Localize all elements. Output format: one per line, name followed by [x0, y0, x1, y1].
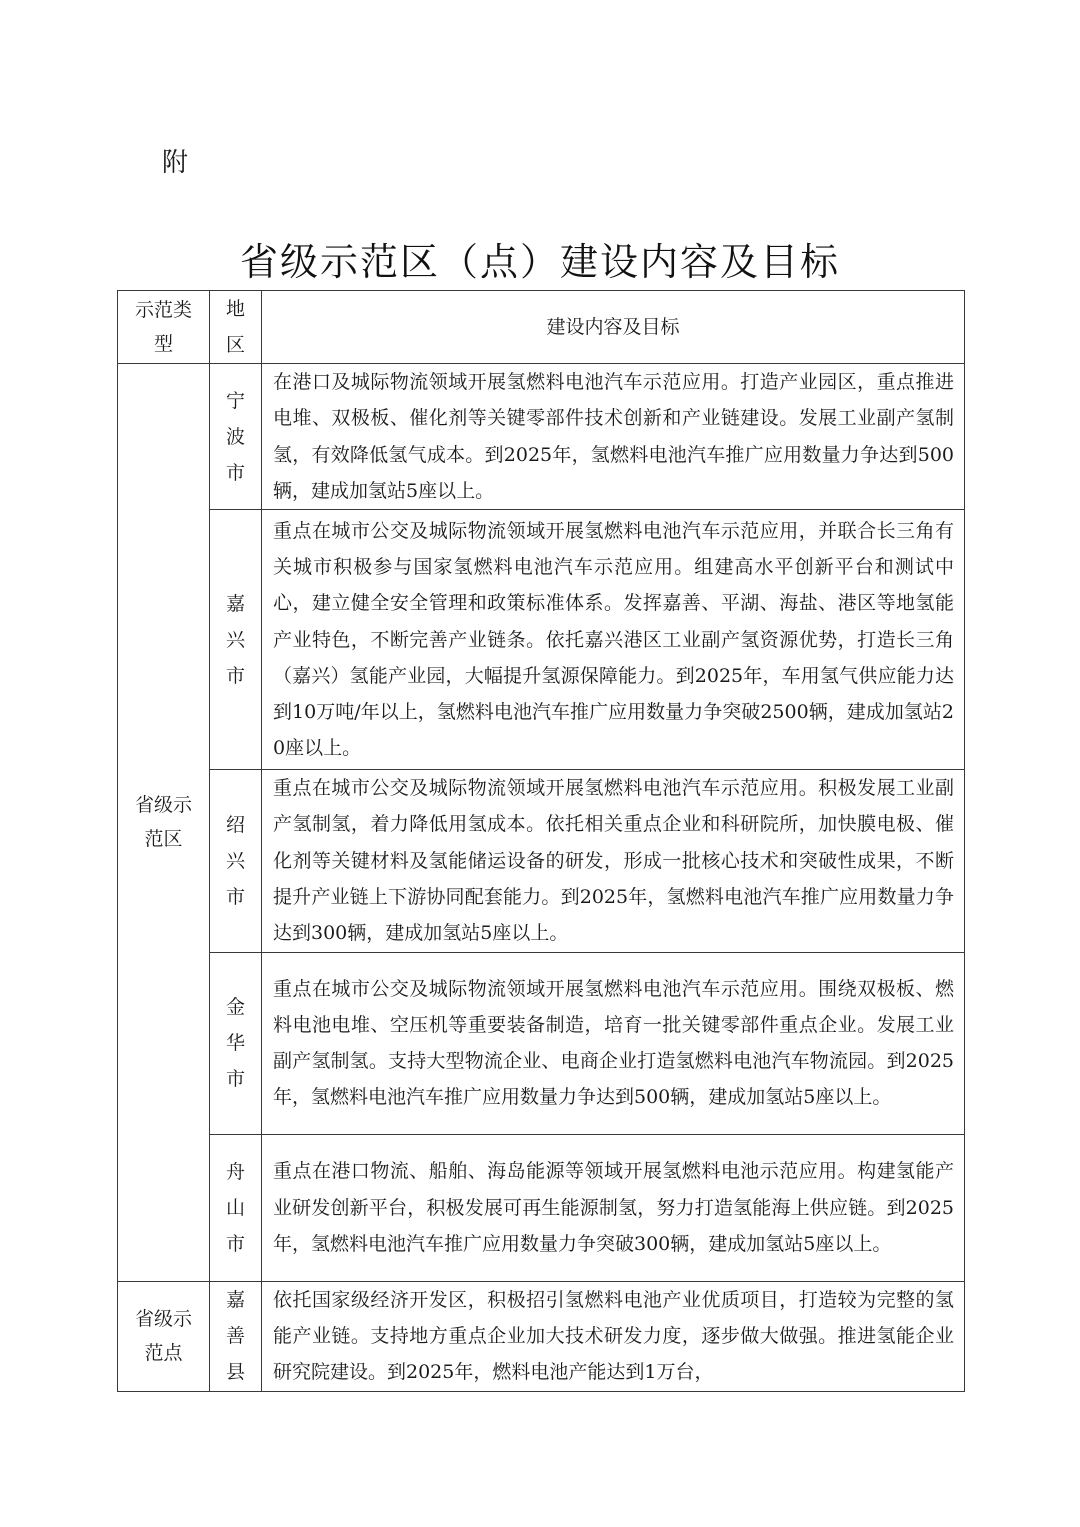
- table-row: [118, 770, 965, 952]
- header-area-label: 地区: [225, 298, 245, 356]
- table-row: [118, 510, 965, 770]
- page-title: 省级示范区（点）建设内容及目标: [239, 240, 840, 284]
- header-area: [210, 291, 262, 364]
- table-row: [118, 1281, 965, 1391]
- content-cell: 重点在城市公交及城际物流领域开展氢燃料电池汽车示范应用，并联合长三角有关城市积极参与国家氢燃料电池汽车示范应用。组建高水平创新平台和测试中心，建立健全安全管理和政策标准体系。发挥嘉善、平湖、海盐、港区等地氢能产业特色，不断完善产业链条。依托嘉兴港区工业副产氢资源优势，打造长三角（嘉兴）氢能产业园，大幅提升氢源保障能力。到2025年，车用氢气供应能力达到10万吨/年以上，氢燃料电池汽车推广应用数量力争突破2500辆，建成加氢站20座以上。: [262, 510, 965, 770]
- type-cell-demo-point: 省级示范点: [118, 1281, 210, 1391]
- content-cell: 重点在城市公交及城际物流领域开展氢燃料电池汽车示范应用。积极发展工业副产氢制氢，着力降低用氢成本。依托相关重点企业和科研院所，加快膜电极、催化剂等关键材料及氢能储运设备的研发，形成一批核心技术和突破性成果，不断提升产业链上下游协同配套能力。到2025年，氢燃料电池汽车推广应用数量力争达到300辆，建成加氢站5座以上。: [262, 770, 965, 952]
- header-content: 建设内容及目标: [262, 291, 965, 364]
- table-row: [118, 952, 965, 1134]
- area-cell: [210, 1281, 262, 1391]
- area-label: 嘉兴市: [225, 592, 245, 687]
- appendix-label: 附: [162, 148, 189, 178]
- area-label: 嘉善县: [225, 1289, 245, 1384]
- area-cell: [210, 364, 262, 510]
- content-cell: 重点在港口物流、船舶、海岛能源等领域开展氢燃料电池示范应用。构建氢能产业研发创新平台，积极发展可再生能源制氢，努力打造氢能海上供应链。到2025年，氢燃料电池汽车推广应用数量力争突破300辆，建成加氢站5座以上。: [262, 1134, 965, 1281]
- header-type: 示范类型: [118, 291, 210, 364]
- content-cell: 依托国家级经济开发区，积极招引氢燃料电池产业优质项目，打造较为完整的氢能产业链。支持地方重点企业加大技术研发力度，逐步做大做强。推进氢能企业研究院建设。到2025年，燃料电池产能达到1万台，: [262, 1281, 965, 1391]
- table-row: [118, 364, 965, 510]
- area-label: 宁波市: [225, 389, 245, 484]
- content-cell: 在港口及城际物流领域开展氢燃料电池汽车示范应用。打造产业园区，重点推进电堆、双极板、催化剂等关键零部件技术创新和产业链建设。发展工业副产氢制氢，有效降低氢气成本。到2025年，氢燃料电池汽车推广应用数量力争达到500 辆，建成加氢站5座以上。: [262, 364, 965, 510]
- area-label: 绍兴市: [225, 813, 245, 908]
- type-cell-demo-zone: 省级示范区: [118, 364, 210, 1282]
- targets-table: [117, 290, 965, 1392]
- content-cell: 重点在城市公交及城际物流领域开展氢燃料电池汽车示范应用。围绕双极板、燃料电池电堆、空压机等重要装备制造，培育一批关键零部件重点企业。发展工业副产氢制氢。支持大型物流企业、电商企业打造氢燃料电池汽车物流园。到2025年，氢燃料电池汽车推广应用数量力争达到500辆，建成加氢站5座以上。: [262, 952, 965, 1134]
- area-cell: [210, 952, 262, 1134]
- area-cell: [210, 770, 262, 952]
- area-cell: [210, 510, 262, 770]
- table-row: [118, 1134, 965, 1281]
- table-header-row: [118, 291, 965, 364]
- area-cell: [210, 1134, 262, 1281]
- area-label: 舟山市: [225, 1160, 245, 1255]
- area-label: 金华市: [225, 996, 245, 1091]
